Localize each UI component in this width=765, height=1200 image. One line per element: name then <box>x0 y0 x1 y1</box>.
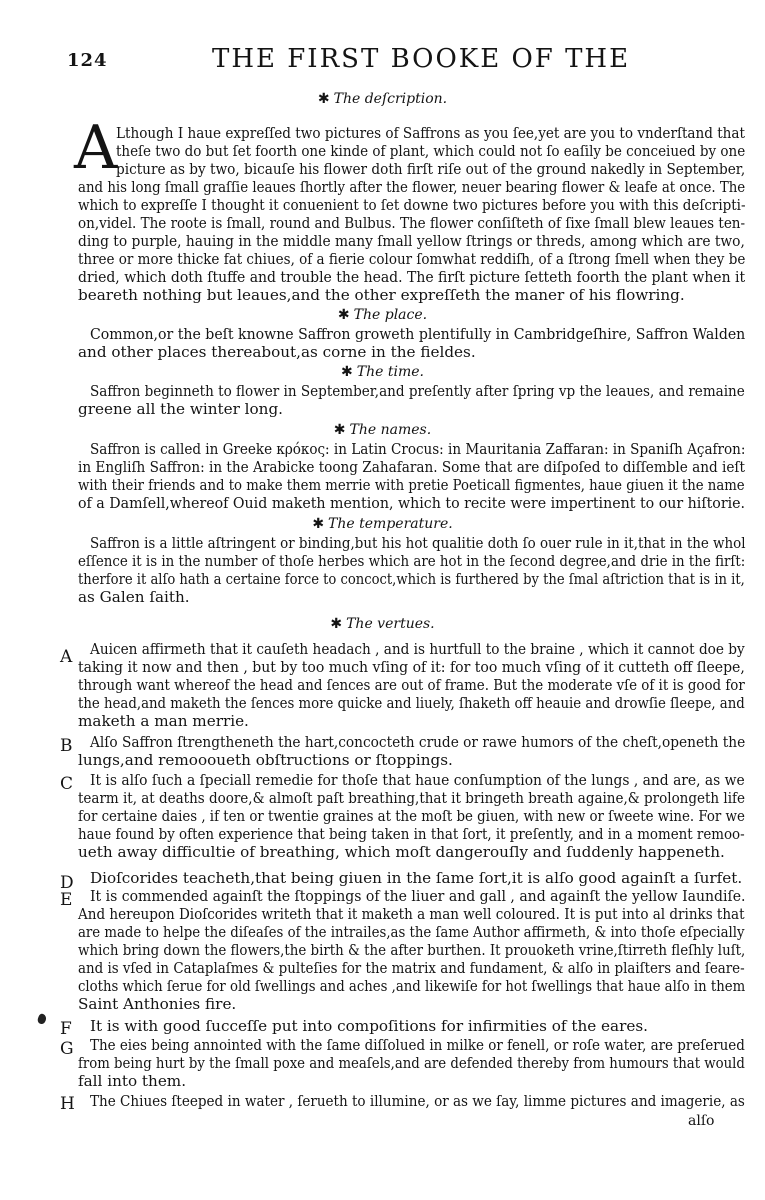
text-line: three or more thicke fat chiues, of a fierie colour ſomwhat reddiſh, of a ſtrong ſmell when they be <box>78 250 746 268</box>
text-line: and other places thereabout,as corne in the fieldes. <box>78 343 476 361</box>
text-line: And hereupon Dioſcorides writeth that it maketh a man well coloured. It is put into al drinks that <box>78 905 745 923</box>
text-line: through want whereof the head and ſences are out of frame. But the moderate vſe of it is good for <box>78 676 745 694</box>
text-line: Saffron is a little aſtringent or binding,but his hot qualitie doth ſo ouer rule in it,that in the whol <box>90 534 746 552</box>
text-line: are made to helpe the diſeaſes of the intrailes,as the ſame Author affirmeth, & into thoſe eſpecially <box>78 923 745 941</box>
text-line: The eies being annointed with the ſame diſſolued in milke or fenell, or roſe water, are preſerued <box>90 1036 745 1054</box>
text-line: It is commended againſt the ſtoppings of the liuer and gall , and againſt the yellow Iaundiſe. <box>90 887 746 905</box>
text-line: for certaine daies , if ten or twentie graines at the moſt be giuen, with new or ſweete wine. For we <box>78 807 745 825</box>
heading-description: ✱ The deſcription. <box>317 91 448 107</box>
text-line: Alſo Saffron ſtrengtheneth the hart,concocteth crude or rawe humors of the cheſt,openeth the <box>90 733 746 751</box>
margin-letter: D <box>60 873 74 893</box>
ink-blot-mark <box>37 1013 48 1025</box>
text-line: which to expreſſe I thought it conuenient to ſet downe two pictures before you with this deſcripti- <box>78 196 746 214</box>
asterisk-icon: ✱ <box>333 422 346 438</box>
text-line: Saint Anthonies fire. <box>78 995 237 1013</box>
margin-letter: E <box>60 890 73 910</box>
text-line: therfore it alſo hath a certaine force to concoct,which is furthered by the ſmal aſtriction that is in it, <box>78 570 745 588</box>
text-line: beareth nothing but leaues,and the other expreſſeth the maner of his flowring. <box>78 286 685 304</box>
text-line: theſe two do but ſet foorth one kinde of plant, which could not ſo eaſily be conceiued by one <box>116 142 746 160</box>
text-line: Common,or the beſt knowne Saffron groweth plentifully in Cambridgeſhire, Saffron Walden <box>90 325 746 343</box>
text-line: greene all the winter long. <box>78 400 284 418</box>
text-line: picture as by two, bicauſe his flower doth firſt riſe out of the ground nakedly in September, <box>116 160 746 178</box>
text-line: Saffron is called in Greeke κρόκος: in Latin Crocus: in Mauritania Zaffaran: in Spaniſh Açafron: <box>90 440 746 458</box>
text-line: Lthough I haue expreſſed two pictures of Saffrons as you ſee,yet are you to vnderſtand that <box>116 124 745 142</box>
text-line: It is alſo ſuch a ſpeciall remedie for thoſe that haue conſumption of the lungs , and are, as we <box>90 771 745 789</box>
asterisk-icon: ✱ <box>317 91 330 107</box>
text-line: ding to purple, hauing in the middle many ſmall yellow ſtrings or threds, among which are two, <box>78 232 745 250</box>
margin-letter: G <box>60 1039 74 1059</box>
margin-letter: H <box>60 1094 75 1114</box>
text-line: from being hurt by the ſmall poxe and meaſels,and are defended thereby from humours that would <box>78 1054 745 1072</box>
text-line: taking it now and then , but by too much vſing of it: for too much vſing of it cutteth off ſleepe, <box>78 658 745 676</box>
text-line: on,videl. The roote is ſmall, round and Bulbus. The flower conſiſteth of ſixe ſmall blew leaues ten- <box>78 214 746 232</box>
heading-names: ✱ The names. <box>333 422 432 438</box>
text-line: with their friends and to make them merrie with pretie Poeticall figmentes, haue giuen it the name <box>78 476 745 494</box>
text-line: It is with good ſucceſſe put into compoſitions for infirmities of the eares. <box>90 1017 648 1035</box>
margin-letter: A <box>60 647 73 667</box>
text-line: the head,and maketh the ſences more quicke and liuely, ſhaketh off heauie and drowſie ſleepe, and <box>78 694 745 712</box>
text-line: The Chiues ſteeped in water , ſerueth to illumine, or as we ſay, limme pictures and imagerie, as <box>90 1092 745 1110</box>
heading-temperature: ✱ The temperature. <box>312 516 453 532</box>
text-line: in Engliſh Saffron: in the Arabicke toong Zahafaran. Some that are diſpoſed to diſſemble and ieſt <box>78 458 745 476</box>
text-line: maketh a man merrie. <box>78 712 249 730</box>
heading-place: ✱ The place. <box>337 307 428 323</box>
text-line: dried, which doth ſtuffe and trouble the head. The firſt picture ſetteth foorth the plant when it <box>78 268 746 286</box>
text-line: ueth away difficultie of breathing, which moſt dangerouſly and ſuddenly happeneth. <box>78 843 725 861</box>
asterisk-icon: ✱ <box>337 307 350 323</box>
text-line: lungs,and remoooueth obſtructions or ſtoppings. <box>78 751 453 769</box>
text-line: and is vſed in Cataplaſmes & pulteſies for the matrix and fundament, & alſo in plaiſters and ſeare- <box>78 959 745 977</box>
text-line: tearm it, at deaths doore,& almoſt paſt breathing,that it bringeth breath againe,& prolongeth life <box>78 789 745 807</box>
running-head: THE FIRST BOOKE OF THE <box>212 44 631 74</box>
margin-letter: F <box>60 1019 72 1039</box>
text-line: haue found by often experience that being taken in that ſort, it preſently, and in a moment remoo- <box>78 825 745 843</box>
heading-vertues: ✱ The vertues. <box>330 616 435 632</box>
asterisk-icon: ✱ <box>330 616 343 632</box>
text-line: Saffron beginneth to flower in September,and preſently after ſpring vp the leaues, and remaine <box>90 382 745 400</box>
asterisk-icon: ✱ <box>341 364 353 380</box>
text-line: Auicen affirmeth that it cauſeth headach , and is hurtfull to the braine , which it cannot doe by <box>90 640 745 658</box>
margin-letter: C <box>60 774 74 794</box>
text-line: and his long ſmall graſſie leaues ſhortly after the flower, neuer bearing flower & leafe at once. The <box>78 178 746 196</box>
page-number: 124 <box>67 50 108 71</box>
text-line: cloths which ſerue for old ſwellings and aches ,and likewiſe for hot ſwellings that haue alſo in them <box>78 977 746 995</box>
catchword: alſo <box>688 1113 715 1129</box>
text-line: as Galen ſaith. <box>78 588 190 606</box>
heading-time: ✱ The time. <box>341 364 424 380</box>
margin-letter: B <box>60 736 73 756</box>
text-line: which bring down the flowers,the birth & the after burthen. It prouoketh vrine,ſtirreth fleſhly luſt, <box>78 941 746 959</box>
drop-capital: A <box>74 113 118 183</box>
text-line: of a Damſell,whereof Ouid maketh mention, which to recite were impertinent to our hiſtorie. <box>78 494 746 512</box>
text-line: eſſence it is in the number of thoſe herbes which are hot in the ſecond degree,and drie in the firſt: <box>78 552 746 570</box>
asterisk-icon: ✱ <box>312 516 325 532</box>
text-line: fall into them. <box>78 1072 187 1090</box>
text-line: Dioſcorides teacheth,that being giuen in the ſame ſort,it is alſo good againſt a ſurfet. <box>90 869 743 887</box>
